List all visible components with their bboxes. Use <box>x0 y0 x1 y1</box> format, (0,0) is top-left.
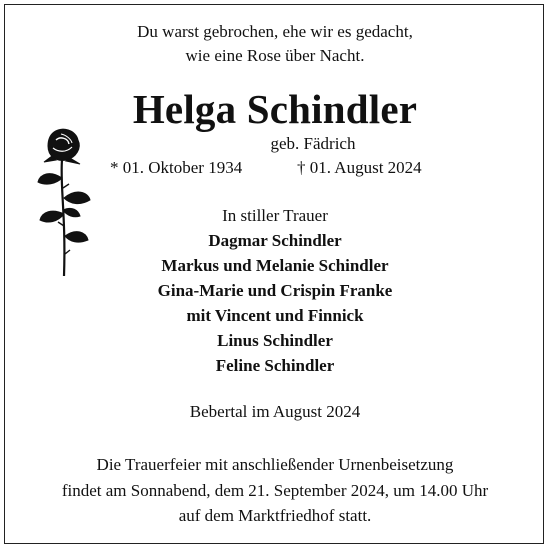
verse-line-1: Du warst gebrochen, ehe wir es gedacht, <box>137 22 413 41</box>
mourner-name: Linus Schindler <box>217 331 333 350</box>
service-line-3: auf dem Marktfriedhof statt. <box>178 506 372 525</box>
place-date: Bebertal im August 2024 <box>189 402 361 421</box>
verse-line-2: wie eine Rose über Nacht. <box>185 46 365 65</box>
mourner-name: Dagmar Schindler <box>208 231 342 250</box>
mourner-name: Gina-Marie und Crispin Franke <box>157 281 393 300</box>
mourner-name: mit Vincent und Finnick <box>186 306 364 325</box>
birth-name: geb. Fädrich <box>270 134 356 153</box>
death-date: † 01. August 2024 <box>297 158 422 177</box>
mourner-name: Markus und Melanie Schindler <box>161 256 389 275</box>
mourner-name: Feline Schindler <box>215 356 335 375</box>
service-line-1: Die Trauerfeier mit anschließender Urnenbeisetzung <box>96 455 454 474</box>
mourning-intro: In stiller Trauer <box>222 206 328 225</box>
deceased-name: Helga Schindler <box>132 86 418 132</box>
birth-date: * 01. Oktober 1934 <box>110 158 243 177</box>
rose-icon <box>36 126 94 276</box>
service-line-2: findet am Sonnabend, dem 21. September 2024, um 14.00 Uhr <box>61 481 489 500</box>
